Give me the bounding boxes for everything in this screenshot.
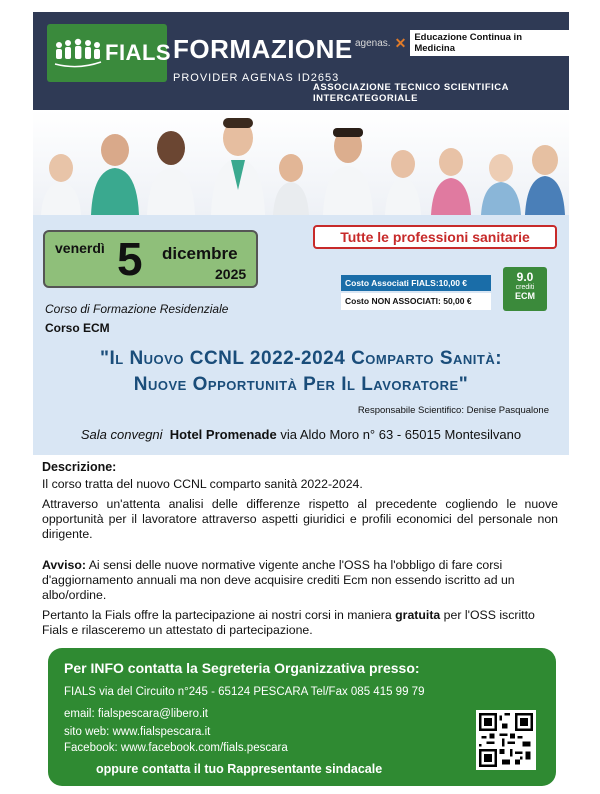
notice-paragraph — [42, 558, 558, 603]
course-title-line2: Nuove Opportunità Per Il Lavoratore" — [133, 374, 469, 395]
course-type: Corso di Formazione Residenziale — [45, 302, 229, 316]
credits-ecm: ECM — [515, 291, 535, 301]
cost-non-members: Costo NON ASSOCIATI: 50,00 € — [341, 293, 491, 310]
course-title — [33, 346, 569, 398]
description-p2: Attraverso un'attenta analisi delle differenze rispetto al precedente cogliendo le nuove opportunità per il lavoratore attraverso aspetti giuridici e profili economici del personale non dirigente. — [42, 497, 558, 541]
event-year: 2025 — [215, 266, 247, 282]
people-logo-icon — [53, 38, 103, 68]
description-p1: Il corso tratta del nuovo CCNL comparto sanità 2022-2024. — [42, 477, 363, 491]
association-text: ASSOCIAZIONE TECNICO SCIENTIFICA INTERCATEGORIALE — [313, 82, 509, 104]
course-ecm: Corso ECM — [45, 321, 110, 335]
footer-email[interactable]: email: fialspescara@libero.it — [64, 708, 208, 720]
event-date-box — [43, 230, 258, 288]
free-participation-paragraph — [42, 608, 558, 638]
venue-address: via Aldo Moro n° 63 - 65015 Montesilvano — [280, 427, 522, 442]
agenas-text: Educazione Continua in Medicina — [410, 30, 569, 56]
venue-prefix: Sala convegni — [80, 427, 163, 442]
cost-members: Costo Associati FIALS:10,00 € — [341, 275, 491, 291]
event-day: venerdì — [55, 240, 105, 256]
course-title-line1: "Il Nuovo CCNL 2022-2024 Comparto Sanità: — [99, 348, 503, 369]
agenas-name: agenas. — [355, 37, 391, 49]
notice-text: Ai sensi delle nuove normative vigente anche l'OSS ha l'obbligo di fare corsi d'aggiornamento annuali ma non deve acquisire crediti Ecm non essendo iscritto ad un albo/ordine. — [42, 558, 515, 602]
description-title: Descrizione: — [42, 460, 117, 474]
qr-code-icon[interactable] — [476, 710, 536, 770]
contact-footer — [48, 648, 556, 786]
footer-title: Per INFO contatta la Segreteria Organizzativa presso: — [64, 660, 420, 676]
fials-logo — [47, 24, 172, 82]
p4-part-a: Pertanto la Fials offre la partecipazione ai nostri corsi in maniera — [42, 608, 392, 622]
scientific-responsible: Responsabile Scientifico: Denise Pasqualone — [357, 405, 549, 416]
professions-badge: Tutte le professioni sanitarie — [313, 225, 557, 249]
agenas-x-icon: ✕ — [394, 34, 407, 51]
p4-bold: gratuita — [395, 608, 441, 622]
logo-fials-text: FIALS — [105, 40, 172, 65]
staff-photo — [33, 110, 569, 215]
event-month: dicembre — [162, 244, 238, 263]
footer-address: FIALS via del Circuito n°245 - 65124 PESCARA Tel/Fax 085 415 99 79 — [64, 686, 425, 698]
logo-formazione-text: FORMAZIONE — [173, 34, 353, 64]
notice-label: Avviso: — [42, 558, 86, 572]
header — [33, 12, 569, 110]
healthcare-staff-illustration — [33, 110, 569, 215]
p4-part-b: per l'OSS iscritto Fials e rilasceremo un attestato di partecipazione. — [42, 608, 535, 637]
event-date-number: 5 — [117, 233, 143, 285]
footer-website[interactable]: sito web: www.fialspescara.it — [64, 726, 211, 738]
footer-bottom-text: oppure contatta il tuo Rappresentante sindacale — [96, 762, 383, 776]
venue — [33, 427, 569, 442]
venue-hotel: Hotel Promenade — [169, 427, 277, 442]
ecm-credits-badge — [503, 267, 547, 311]
credits-label: crediti — [515, 284, 535, 291]
provider-id: PROVIDER AGENAS ID2653 — [173, 72, 340, 84]
agenas-badge — [355, 34, 569, 52]
footer-facebook[interactable]: Facebook: www.facebook.com/fials.pescara — [64, 742, 288, 754]
cost-box — [341, 275, 491, 311]
credits-number: 9.0 — [516, 270, 534, 284]
event-info-panel — [33, 215, 569, 455]
